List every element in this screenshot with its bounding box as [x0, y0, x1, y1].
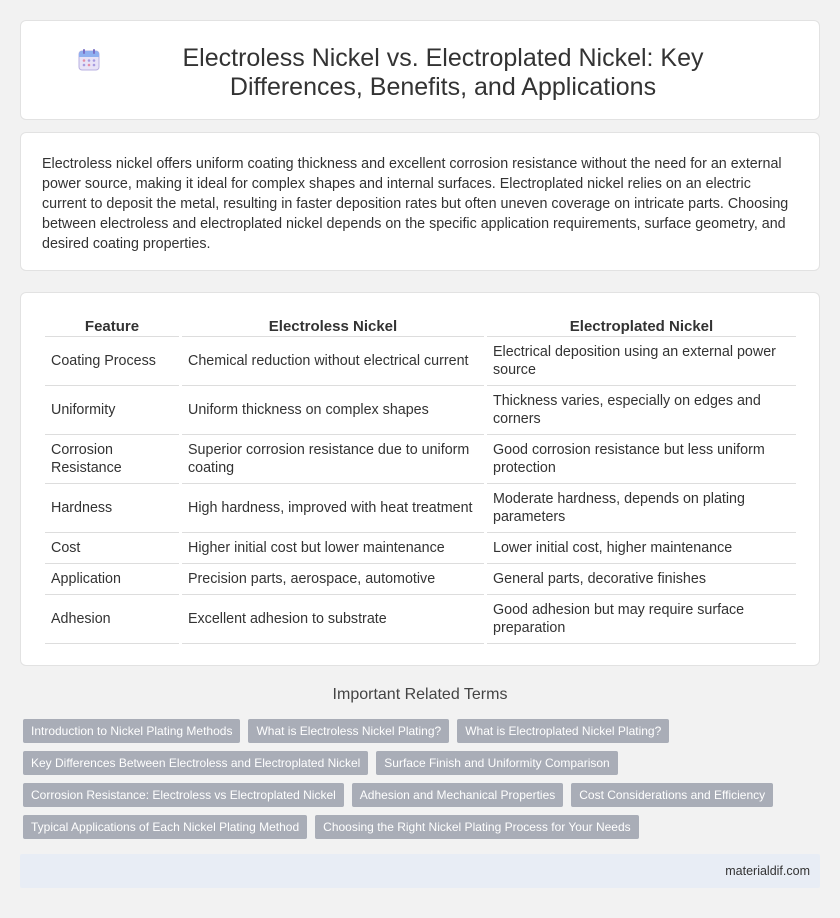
table-row — [45, 484, 796, 533]
related-term-tag[interactable]: Cost Considerations and Efficiency — [571, 783, 773, 807]
table-cell: Adhesion — [45, 595, 179, 644]
related-term-tag[interactable]: Key Differences Between Electroless and Electroplated Nickel — [23, 751, 368, 775]
intro-card — [20, 132, 820, 271]
related-term-tag[interactable]: Introduction to Nickel Plating Methods — [23, 719, 240, 743]
table-cell: Uniformity — [45, 386, 179, 435]
header-feature: Feature — [45, 314, 179, 337]
related-term-tag[interactable]: What is Electroless Nickel Plating? — [248, 719, 449, 743]
footer — [20, 854, 820, 888]
table-cell: Higher initial cost but lower maintenance — [182, 533, 484, 564]
table-cell: Chemical reduction without electrical current — [182, 337, 484, 386]
related-term-tag[interactable]: Surface Finish and Uniformity Comparison — [376, 751, 617, 775]
table-cell: Application — [45, 564, 179, 595]
table-cell: Coating Process — [45, 337, 179, 386]
table-cell: Hardness — [45, 484, 179, 533]
header-electroplated: Electroplated Nickel — [487, 314, 796, 337]
related-term-tag[interactable]: Corrosion Resistance: Electroless vs Electroplated Nickel — [23, 783, 344, 807]
related-term-tag[interactable]: Adhesion and Mechanical Properties — [352, 783, 563, 807]
related-terms-list — [23, 719, 823, 847]
table-cell: Good adhesion but may require surface preparation — [487, 595, 796, 644]
comparison-card — [20, 292, 820, 666]
table-row — [45, 533, 796, 564]
table-cell: Corrosion Resistance — [45, 435, 179, 484]
header-electroless: Electroless Nickel — [182, 314, 484, 337]
table-row — [45, 595, 796, 644]
tag-row — [23, 783, 823, 807]
table-row — [45, 337, 796, 386]
table-cell: Precision parts, aerospace, automotive — [182, 564, 484, 595]
table-cell: Electrical deposition using an external power source — [487, 337, 796, 386]
table-cell: General parts, decorative finishes — [487, 564, 796, 595]
table-cell: Uniform thickness on complex shapes — [182, 386, 484, 435]
intro-paragraph: Electroless nickel offers uniform coating thickness and excellent corrosion resistance without the need for an external power source, making it ideal for complex shapes and internal surfaces. Electroplated nickel relies on an electric current to deposit the metal, resulting in faster deposition rates but often uneven coverage on intricate parts. Choosing between electroless and electroplated nickel depends on the specific application requirements, surface geometry, and desired coating properties. — [42, 156, 789, 252]
table-row — [45, 435, 796, 484]
table-cell: Superior corrosion resistance due to uniform coating — [182, 435, 484, 484]
table-cell: Good corrosion resistance but less uniform protection — [487, 435, 796, 484]
tag-row — [23, 719, 823, 743]
comparison-table — [42, 314, 799, 644]
related-term-tag[interactable]: Choosing the Right Nickel Plating Process for Your Needs — [315, 815, 639, 839]
table-header-row — [45, 314, 796, 337]
table-cell: Excellent adhesion to substrate — [182, 595, 484, 644]
table-row — [45, 386, 796, 435]
related-term-tag[interactable]: What is Electroplated Nickel Plating? — [457, 719, 669, 743]
title-wrap — [21, 44, 819, 102]
table-cell: Thickness varies, especially on edges and corners — [487, 386, 796, 435]
table-cell: Cost — [45, 533, 179, 564]
related-term-tag[interactable]: Typical Applications of Each Nickel Plating Method — [23, 815, 307, 839]
page-title: Electroless Nickel vs. Electroplated Nickel: Key Differences, Benefits, and Applications — [182, 44, 704, 101]
table-row — [45, 564, 796, 595]
table-cell: Moderate hardness, depends on plating parameters — [487, 484, 796, 533]
title-card — [20, 20, 820, 120]
table-cell: High hardness, improved with heat treatment — [182, 484, 484, 533]
table-cell: Lower initial cost, higher maintenance — [487, 533, 796, 564]
tag-row — [23, 815, 823, 839]
related-terms-heading: Important Related Terms — [332, 686, 508, 703]
tag-row — [23, 751, 823, 775]
footer-site-link[interactable]: materialdif.com — [725, 864, 810, 878]
calendar-icon — [77, 48, 101, 72]
